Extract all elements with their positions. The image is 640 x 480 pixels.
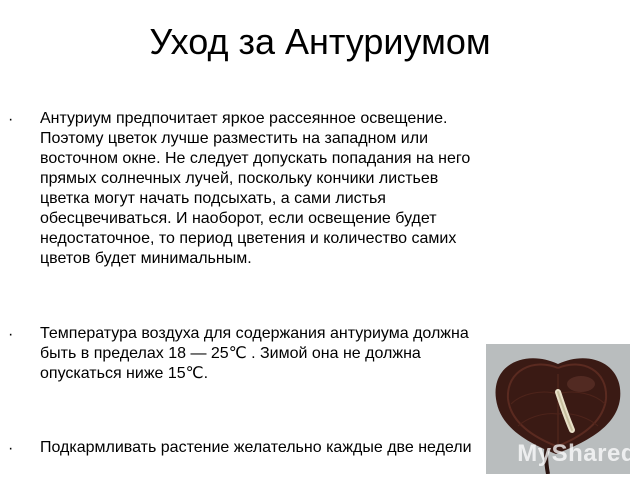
bullet-marker: ·	[8, 326, 14, 343]
slide-title: Уход за Антуриумом	[149, 21, 491, 62]
bullet-marker: ·	[8, 111, 14, 128]
paragraph-feeding: Подкармливать растение желательно каждые две недели	[40, 439, 472, 456]
paragraph-lighting: Антуриум предпочитает яркое рассеянное освещение. Поэтому цветок лучше разместить на западном или восточном окне. Не следует допускать попадания на него прямых солнечных лучей, поскольку кончики листьев цветка могут начать подсыхать, а сами листья обесцвечиваться. И наоборот, если освещение будет недостаточное, то период цветения и количество самих цветов будет минимальным.	[40, 110, 471, 267]
bullet-marker: ·	[8, 440, 14, 457]
paragraph-temperature: Температура воздуха для содержания антуриума должна быть в пределах 18 — 25℃ . Зимой она не должна опускаться ниже 15℃.	[40, 325, 469, 382]
watermark-text: MyShared	[517, 440, 636, 467]
